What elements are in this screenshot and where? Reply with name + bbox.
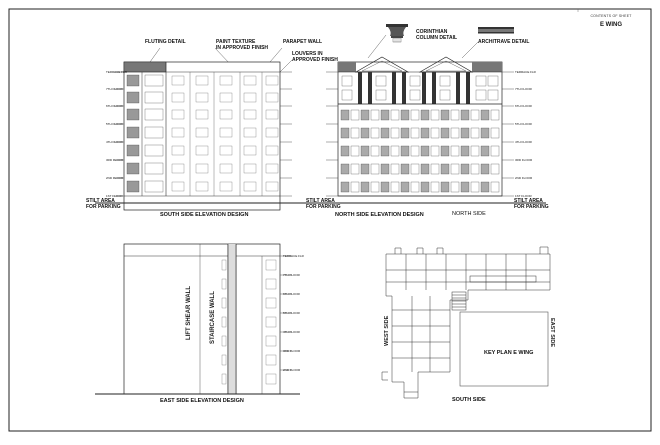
floor-level-label: 1ST FLOOR xyxy=(106,194,123,198)
floor-level-label: 6TH FLOOR xyxy=(283,292,300,296)
floor-level-label: 5TH FLOOR xyxy=(283,311,300,315)
stilt-area-right-label: STILT AREA FOR PARKING xyxy=(514,198,549,210)
floor-level-label: 7TH FLOOR xyxy=(515,87,532,91)
floor-level-label: 5TH FLOOR xyxy=(515,122,532,126)
floor-level-label: 1ST FLOOR xyxy=(515,194,532,198)
paint-texture-label: PAINT TEXTURE IN APPROVED FINISH xyxy=(216,39,269,51)
floor-level-label: 7TH FLOOR xyxy=(283,273,300,277)
floor-level-label: 2ND FLOOR xyxy=(283,368,301,372)
floor-level-label: 4TH FLOOR xyxy=(283,330,300,334)
north-elevation-caption: NORTH SIDE ELEVATION DESIGN xyxy=(335,212,424,218)
east-elevation-drawing xyxy=(95,244,300,394)
parapet-wall-label: PARAPET WALL xyxy=(283,39,323,45)
key-plan-drawing xyxy=(382,247,550,398)
floor-level-label: 2ND FLOOR xyxy=(515,176,533,180)
north-side-label: NORTH SIDE xyxy=(452,211,486,217)
corinthian-capital-icon xyxy=(386,24,408,42)
floor-level-label: 3RD FLOOR xyxy=(106,158,124,162)
floor-level-label: 6TH FLOOR xyxy=(106,104,123,108)
stilt-area-mid-label: STILT AREA FOR PARKING xyxy=(306,198,341,210)
staircase-wall-label: STAIRCASE WALL xyxy=(210,291,216,344)
title-block xyxy=(582,14,640,28)
floor-level-label: 3RD FLOOR xyxy=(283,349,301,353)
floor-level-label: 5TH FLOOR xyxy=(106,122,123,126)
stilt-area-left-label: STILT AREA FOR PARKING xyxy=(86,198,121,210)
floor-level-label: TERRACE FLR xyxy=(515,70,536,74)
louvers-label: LOUVERS IN APPROVED FINISH xyxy=(292,51,338,63)
floor-level-label: 6TH FLOOR xyxy=(515,104,532,108)
north-elevation-drawing xyxy=(310,24,546,203)
south-elevation-drawing xyxy=(95,48,310,210)
floor-level-label: 2ND FLOOR xyxy=(106,176,124,180)
architrave-detail-icon xyxy=(478,27,514,34)
floor-level-label: TERRACE FLR xyxy=(283,254,304,258)
south-side-label: SOUTH SIDE xyxy=(452,397,486,403)
sheet-name: E WING xyxy=(600,22,622,28)
floor-level-label: 4TH FLOOR xyxy=(515,140,532,144)
architrave-detail-label: ARCHITRAVE DETAIL xyxy=(478,39,530,45)
west-side-label: WEST SIDE xyxy=(384,315,390,346)
fluting-detail-label: FLUTING DETAIL xyxy=(145,39,186,45)
floor-level-label: 4TH FLOOR xyxy=(106,140,123,144)
lift-shear-wall-label: LIFT SHEAR WALL xyxy=(186,286,192,340)
floor-level-label: 7TH FLOOR xyxy=(106,87,123,91)
floor-level-label: 3RD FLOOR xyxy=(515,158,533,162)
title-block-header: CONTENTS OF SHEET xyxy=(590,14,632,18)
south-elevation-caption: SOUTH SIDE ELEVATION DESIGN xyxy=(160,212,249,218)
east-side-label: EAST SIDE xyxy=(549,318,555,348)
floor-level-label: TERRACE FLR xyxy=(106,70,127,74)
key-plan-title: KEY PLAN E WING xyxy=(484,350,534,356)
corinthian-column-label: CORINTHIAN COLUMN DETAIL xyxy=(416,29,458,41)
east-elevation-caption: EAST SIDE ELEVATION DESIGN xyxy=(160,398,244,404)
